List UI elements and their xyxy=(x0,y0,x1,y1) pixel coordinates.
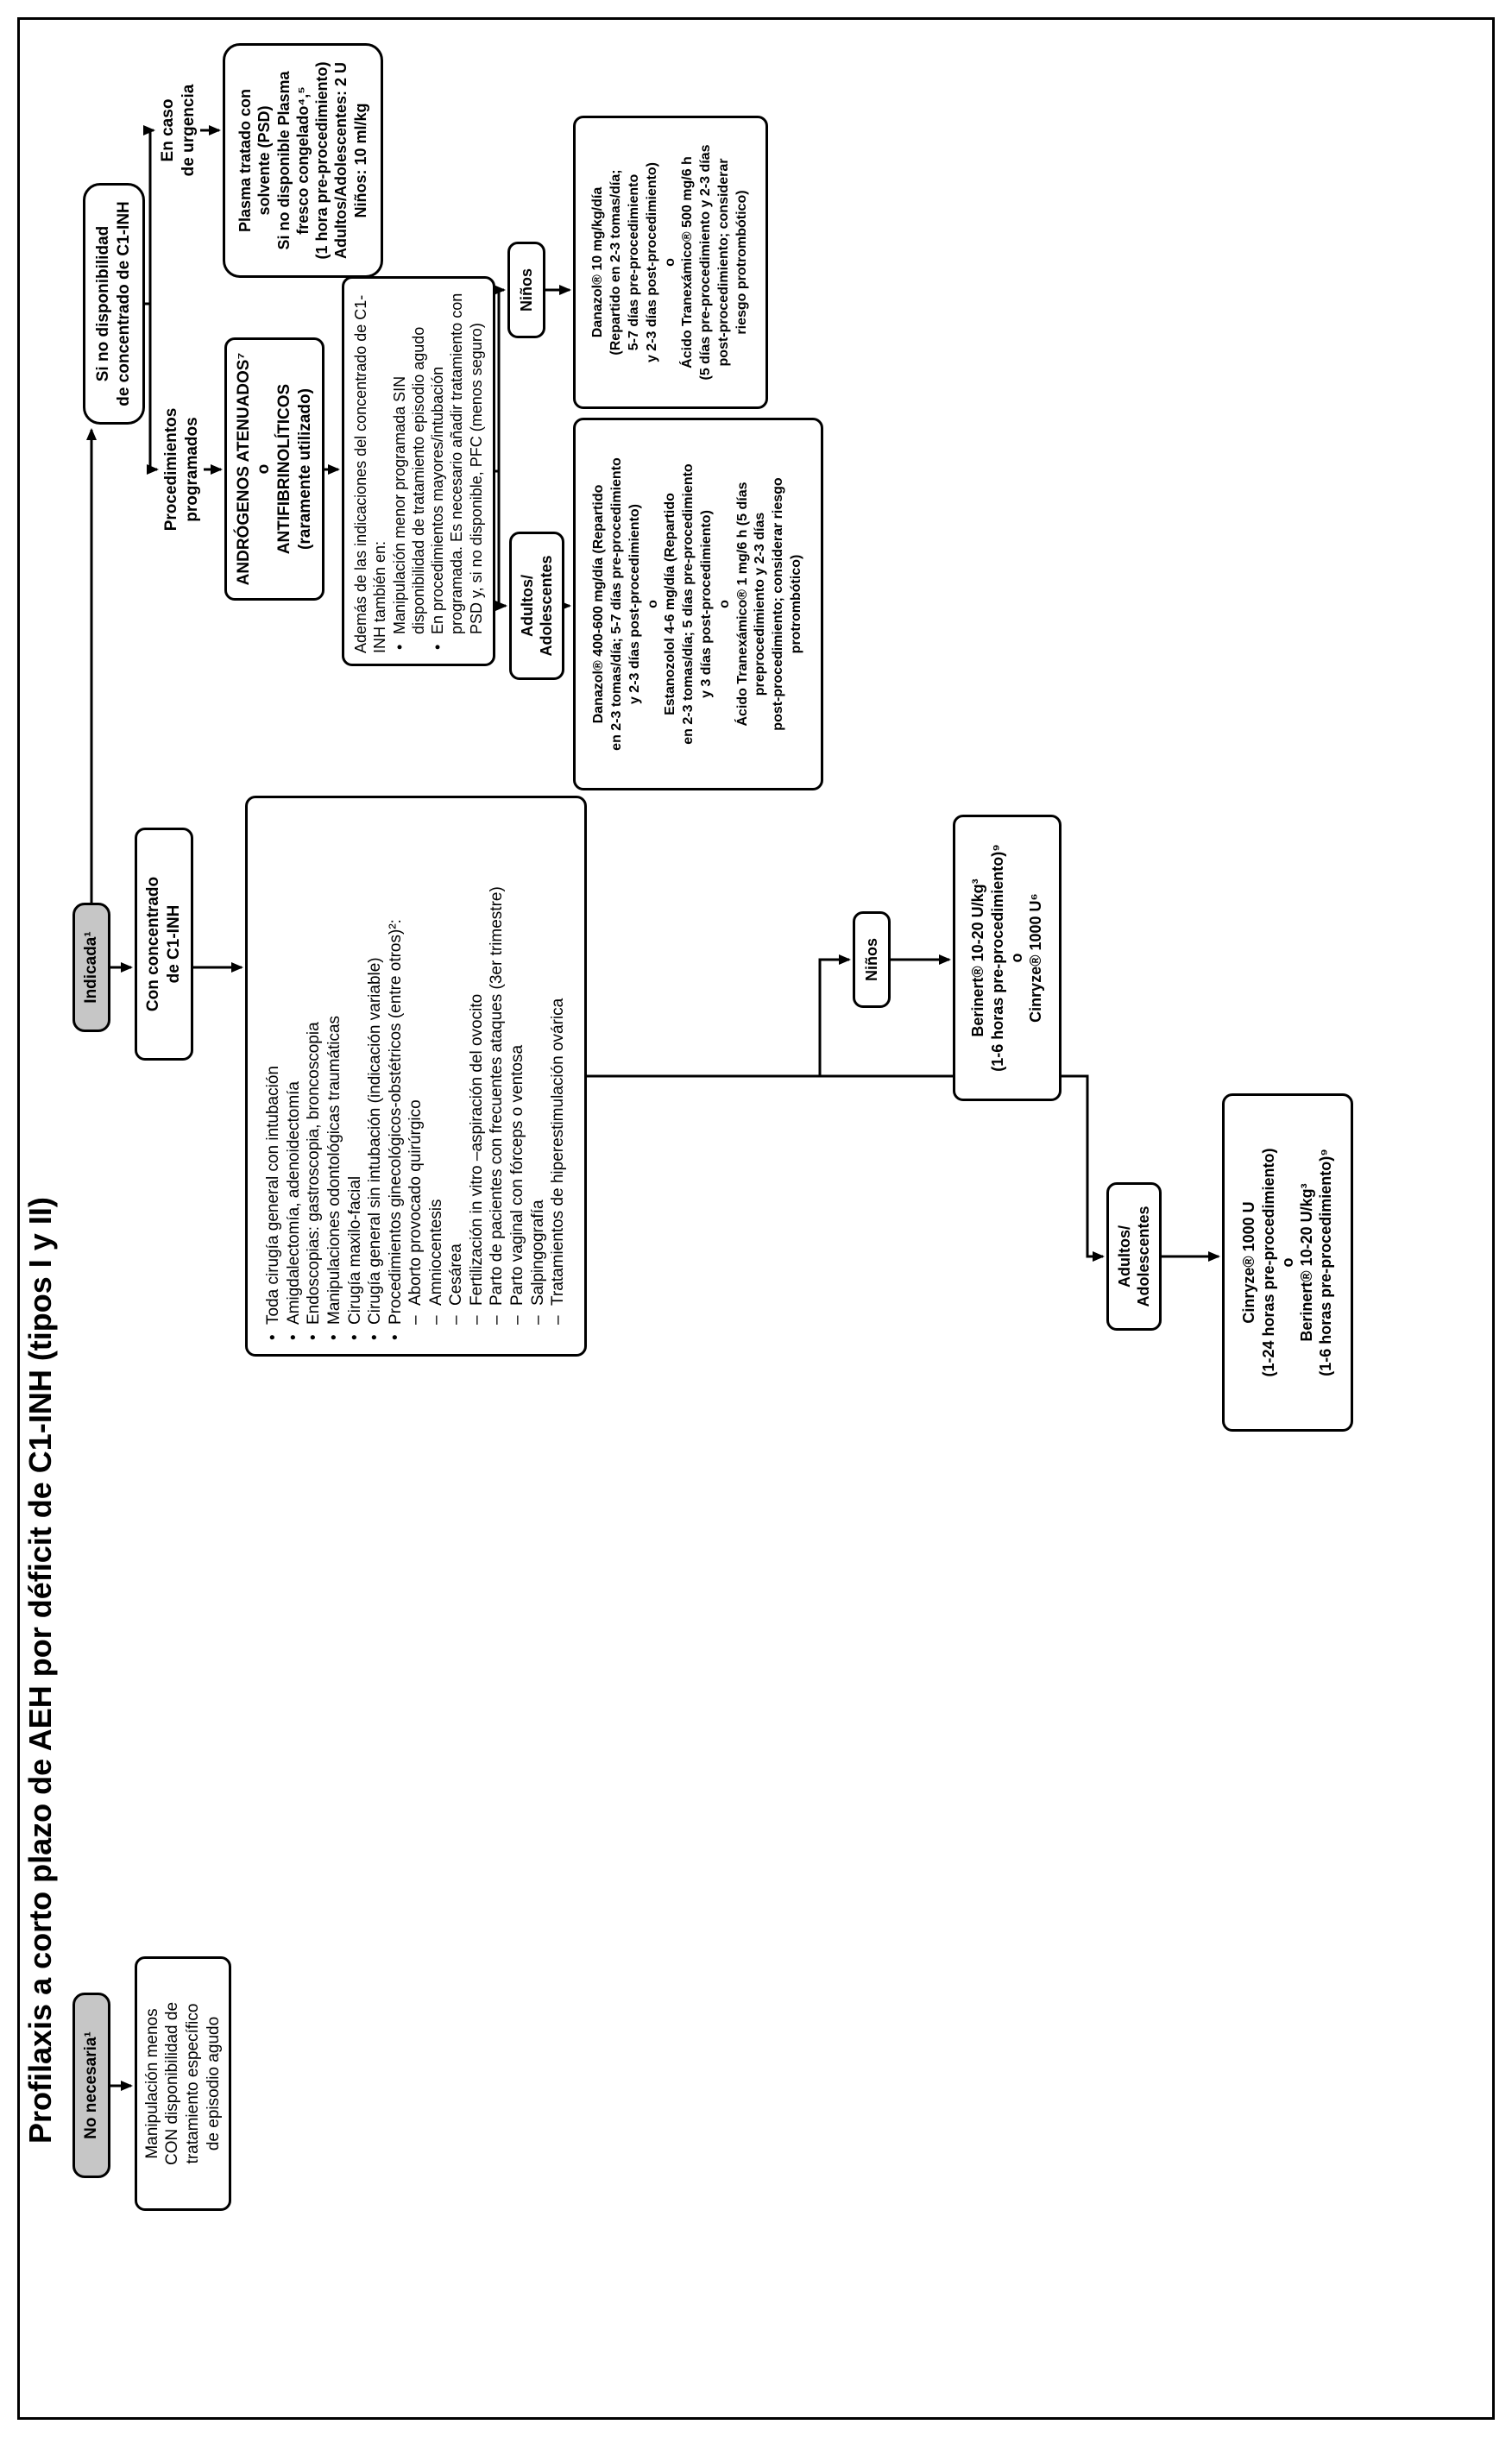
flow-arrow xyxy=(145,304,157,469)
ademas-intro: Además de las indicaciones del concentrado de C1-INH también en: xyxy=(351,294,389,653)
node-androgenos-antifibrinoliticos: ANDRÓGENOS ATENUADOS⁷ o ANTIFIBRINOLÍTICOS (raramente utilizado) xyxy=(224,337,324,601)
flow-arrow xyxy=(587,960,849,1076)
node-si-no-disponibilidad: Si no disponibilidad de concentrado de C1-INH xyxy=(83,183,145,425)
node-ademas-indicaciones: Además de las indicaciones del concentrado de C1-INH también en: • Manipulación menor programada SIN disponibilidad de tratamiento episodio agudo • En procedimientos mayores/intubación programada. Es necesario añadir tratamiento con PSD y, si no disponible, PFC (menos seguro) xyxy=(342,276,495,666)
node-adultos-right-label: Adultos/ Adolescentes xyxy=(509,532,564,680)
node-indicaciones-list: • Toda cirugía general con intubación • Amigdalectomía, adenoidectomía • Endoscopias: gastroscopia, broncoscopia • Manipulaciones odontológicas traumáticas • Cirugía maxilo-facial • Cirugía general sin intubación (indicación variable) • Procedimientos ginecológicos-obstétricos (entre otros)²: – Aborto provocado quirúrgico – Amniocentesis – Cesárea – Fertilización in vitro –aspiración del ovocito – Parto de pacientes con frecuentes ataques (3er trimestre) – Parto vaginal con fórceps o ventosa – Salpingografía – Tratamientos de hiperestimulación ovárica xyxy=(245,796,587,1357)
node-ninos-left-label: Niños xyxy=(853,911,891,1008)
node-cinryze-berinert-adultos: Cinryze® 1000 U (1-24 horas pre-procedimiento) o Berinert® 10-20 U/kg³ (1-6 horas pre-procedimiento)⁹ xyxy=(1222,1093,1353,1432)
flow-arrow xyxy=(495,471,506,606)
node-adultos-left-label: Adultos/ Adolescentes xyxy=(1106,1182,1162,1331)
node-danazol-ninos: Danazol® 10 mg/kg/día (Repartido en 2-3 tomas/día; 5-7 días pre-procedimiento y 2-3 días post-procedimiento) o Ácido Tranexámico® 500 mg/6 h (5 días pre-procedimiento y 2-3 días post-procedimiento; considerar riesgo protrombótico) xyxy=(573,116,768,409)
node-berinert-cinryze-ninos: Berinert® 10-20 U/kg³ (1-6 horas pre-procedimiento)⁹ o Cinryze® 1000 U⁶ xyxy=(953,815,1062,1101)
node-indicada: Indicada¹ xyxy=(72,903,110,1032)
node-plasma-psd: Plasma tratado con solvente (PSD) Si no disponible Plasma fresco congelado⁴,⁵ (1 hora pre-procedimiento) Adultos/Adolescentes: 2 U Niños: 10 ml/kg xyxy=(223,43,383,278)
node-con-concentrado: Con concentrado de C1-INH xyxy=(135,828,193,1061)
flow-arrow xyxy=(820,1076,1103,1256)
chart-title: Profilaxis a corto plazo de AEH por déficit de C1-INH (tipos I y II) xyxy=(22,1197,58,2144)
node-en-caso-urgencia: En caso de urgencia xyxy=(159,84,198,177)
node-ninos-right-label: Niños xyxy=(507,242,545,338)
node-no-necesaria: No necesaria¹ xyxy=(72,1993,110,2178)
flow-arrow xyxy=(150,130,154,304)
node-manipulacion-menos: Manipulación menos CON disponibilidad de tratamiento específico de episodio agudo xyxy=(135,1956,231,2211)
node-procedimientos-programados: Procedimientos programados xyxy=(162,407,201,532)
flow-arrow xyxy=(499,290,504,471)
node-danazol-adultos: Danazol® 400-600 mg/día (Repartido en 2-3 tomas/día; 5-7 días pre-procedimiento y 2-3 días post-procedimiento) o Estanozolol 4-6 mg/día (Repartido en 2-3 tomas/día; 5 días pre-procedimiento y 3 días post-procedimiento) o Ácido Tranexámico® 1 mg/6 h (5 días preprocedimiento y 2-3 días post-procedimiento; considerar riesgo protrombótico) xyxy=(573,418,823,790)
